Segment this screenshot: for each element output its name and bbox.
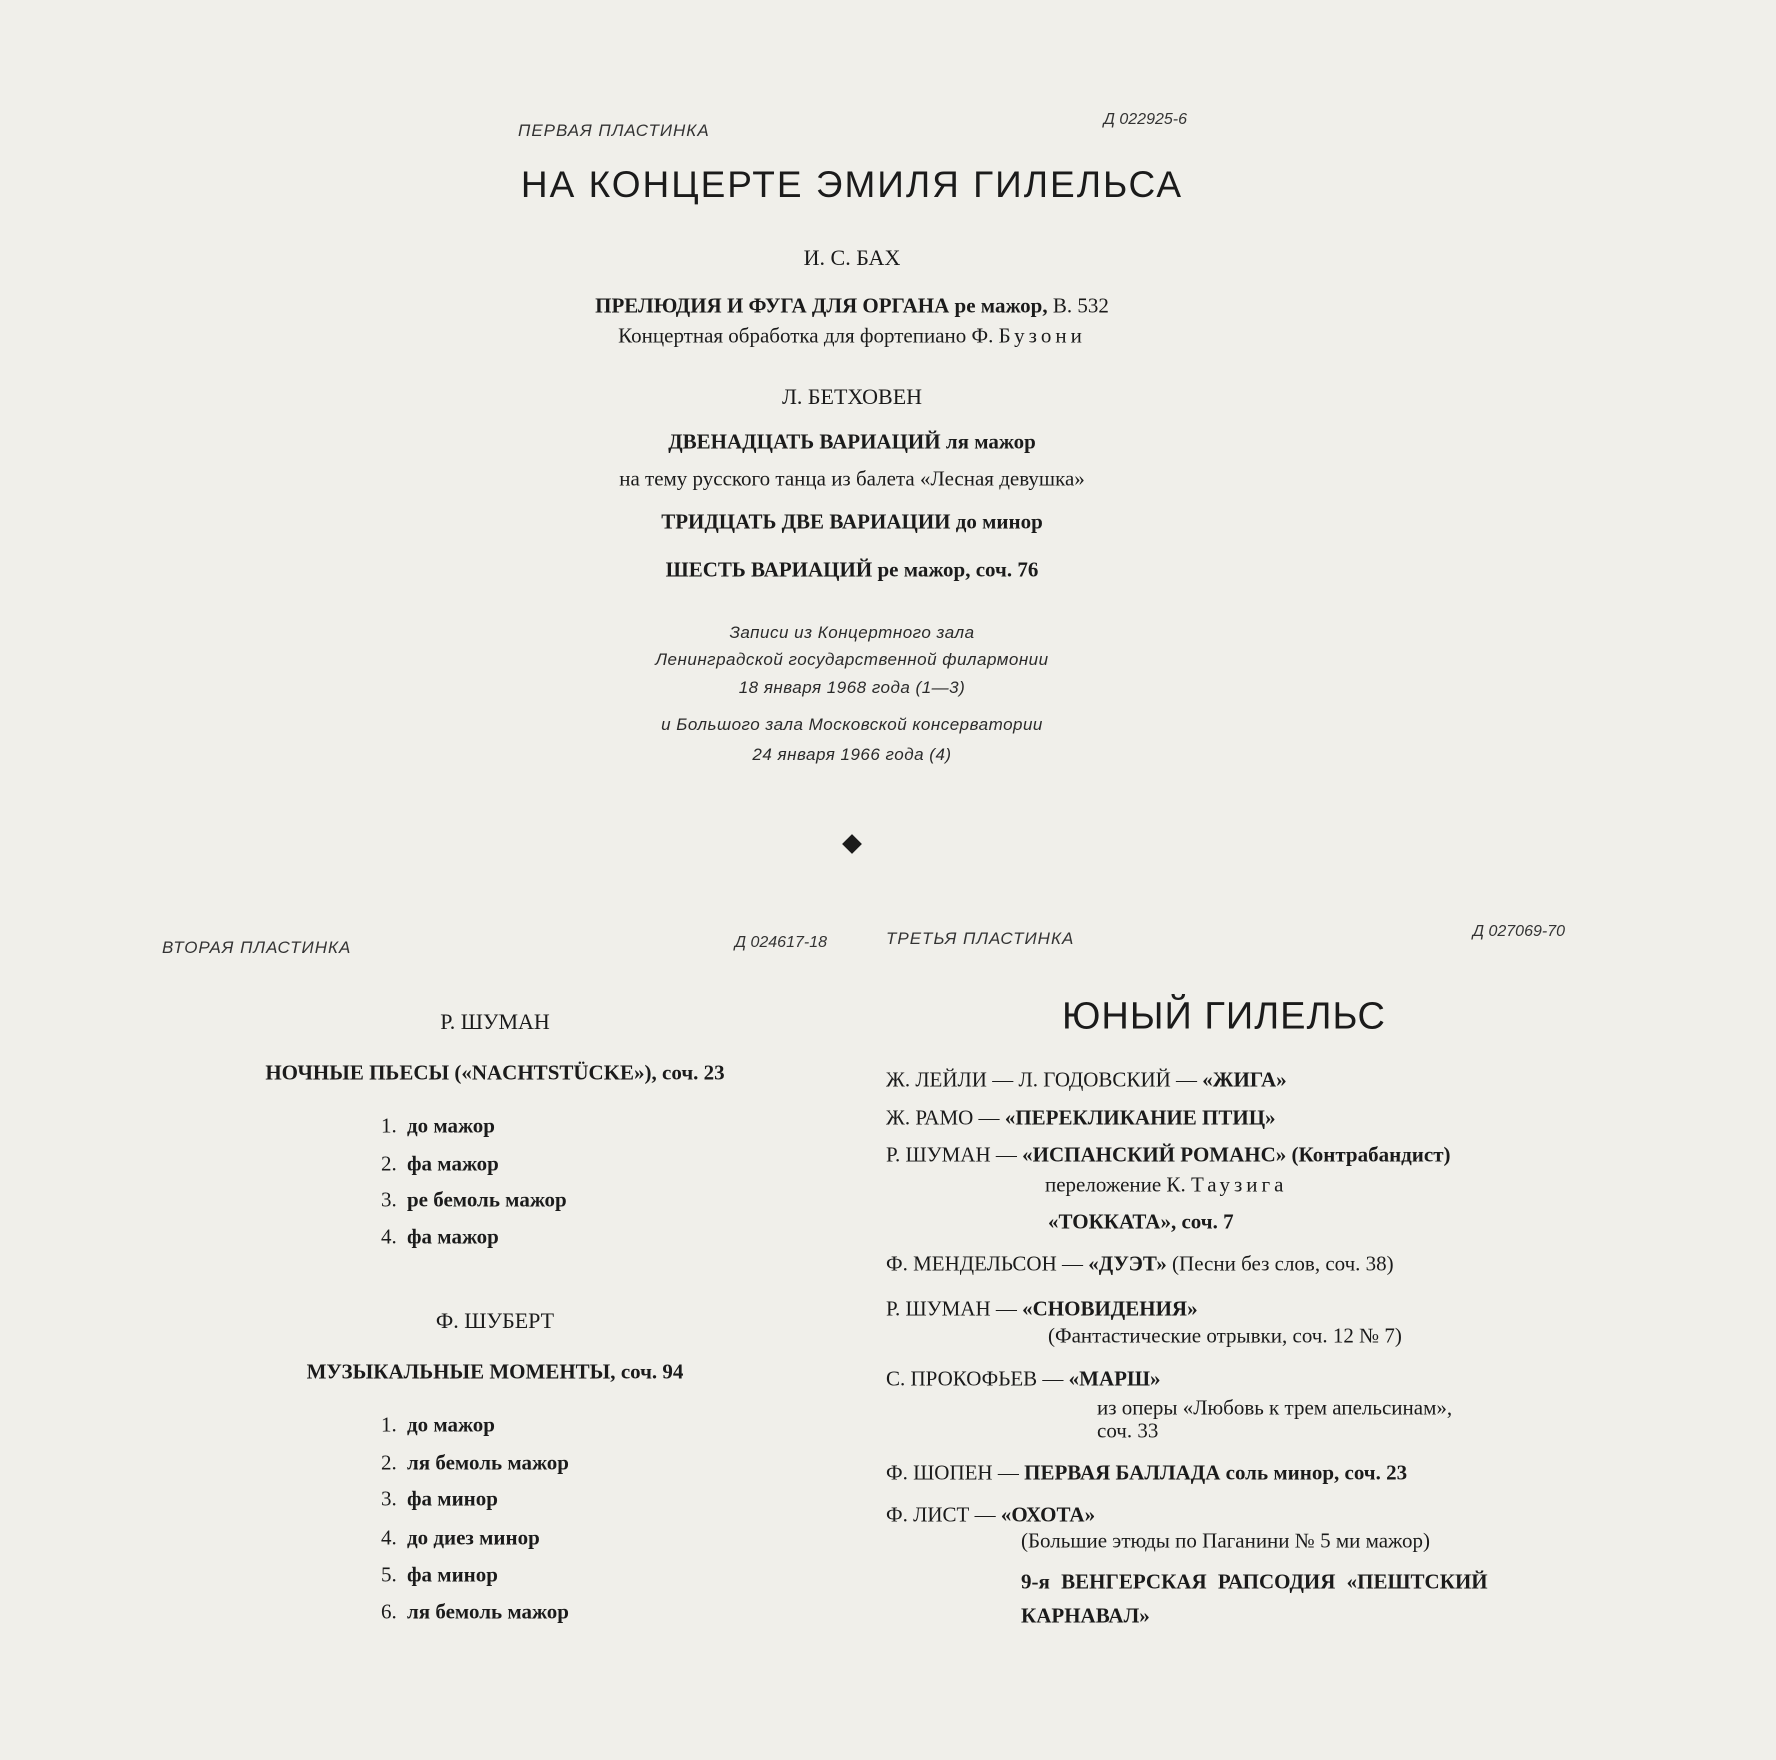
arrangement-text: Концертная обработка для фортепиано Ф. [618,323,999,348]
item-key: фа мажор [407,1224,499,1249]
list-item [381,1451,569,1476]
work-bach-arrangement [618,324,1086,349]
record3-title: ЮНЫЙ ГИЛЕЛЬС [1062,995,1386,1038]
recording-note: 18 января 1968 года (1—3) [738,678,966,697]
work-beethoven-1: ДВЕНАДЦАТЬ ВАРИАЦИЙ ля мажор [668,429,1036,454]
track-line [886,1367,1161,1392]
track-line [886,1503,1095,1528]
composer-schubert: Ф. ШУБЕРТ [435,1308,555,1333]
track-line: КАРНАВАЛ» [1021,1603,1150,1628]
work-opus: соч. 94 [615,1359,684,1384]
composer: Р. ШУМАН — [886,1142,1023,1167]
composer-bach: И. С. БАХ [803,245,901,270]
recording-note: 24 января 1966 года (4) [752,745,952,764]
track-detail: (Фантастические отрывки, соч. 12 № 7) [1048,1323,1402,1348]
composer: Ф. МЕНДЕЛЬСОН — [886,1251,1089,1276]
detail: (Песни без слов, соч. 38) [1166,1251,1394,1276]
composer-beethoven: Л. БЕТХОВЕН [781,384,923,409]
work-catalog: В. 532 [1047,293,1109,318]
composer-schumann: Р. ШУМАН [440,1009,550,1034]
item-number: 2. [381,1450,397,1475]
item-number: 2. [381,1151,397,1176]
arranger-name: Бузони [998,323,1086,348]
track-line [886,1297,1198,1322]
item-number: 5. [381,1562,397,1587]
recording-note: и Большого зала Московской консерватории [661,715,1043,734]
list-item [381,1114,495,1139]
composer: С. ПРОКОФЬЕВ — [886,1366,1069,1391]
work-subtitle: («NACHTSTÜCKE»), соч. 23 [449,1060,725,1085]
composer: Ф. ЛИСТ — [886,1502,1001,1527]
work-schumann [265,1061,724,1086]
recording-note: Ленинградской государственной филармонии [655,650,1049,669]
work: «ЖИГА» [1202,1067,1287,1092]
record3-label: ТРЕТЬЯ ПЛАСТИНКА [886,929,1075,948]
item-key: до диез минор [407,1525,540,1550]
list-item [381,1487,498,1512]
work: ПЕРВАЯ БАЛЛАДА соль минор, соч. 23 [1024,1460,1408,1485]
record3-catalog: Д 027069-70 [1472,923,1565,940]
track-detail: соч. 33 [1097,1418,1159,1443]
record1-label: ПЕРВАЯ ПЛАСТИНКА [518,121,710,140]
item-key: до мажор [407,1113,495,1138]
item-key: фа минор [407,1562,498,1587]
track-detail: из оперы «Любовь к трем апельсинам», [1097,1395,1453,1420]
track-detail: (Большие этюды по Паганини № 5 ми мажор) [1021,1528,1431,1553]
track-detail [1045,1173,1287,1198]
item-key: ля бемоль мажор [407,1599,569,1624]
item-key: ре бемоль мажор [407,1187,567,1212]
item-key: ля бемоль мажор [407,1450,569,1475]
work-schubert [307,1360,684,1385]
list-item [381,1600,569,1625]
composer: Ф. ШОПЕН — [886,1460,1025,1485]
item-number: 4. [381,1525,397,1550]
composer: Ж. РАМО — [886,1105,1005,1130]
work-bach [595,294,1109,319]
work-beethoven-2: ТРИДЦАТЬ ДВЕ ВАРИАЦИИ до минор [661,509,1043,534]
track-line: 9-я ВЕНГЕРСКАЯ РАПСОДИЯ «ПЕШТСКИЙ [1021,1569,1488,1594]
item-number: 1. [381,1113,397,1138]
work-title: НОЧНЫЕ ПЬЕСЫ [265,1060,450,1085]
list-item [381,1152,499,1177]
list-item [381,1188,567,1213]
record2-label: ВТОРАЯ ПЛАСТИНКА [162,938,352,957]
work-beethoven-1-subtitle: на тему русского танца из балета «Лесная девушка» [619,466,1085,491]
item-key: фа минор [407,1486,498,1511]
track-line: «ТОККАТА», соч. 7 [1048,1209,1234,1234]
item-number: 4. [381,1224,397,1249]
work: «ПЕРЕКЛИКАНИЕ ПТИЦ» [1004,1105,1276,1130]
work-title: ПРЕЛЮДИЯ И ФУГА ДЛЯ ОРГАНА ре мажор, [595,293,1048,318]
record1-title: НА КОНЦЕРТЕ ЭМИЛЯ ГИЛЕЛЬСА [520,164,1184,205]
item-number: 6. [381,1599,397,1624]
detail: переложение К. [1045,1172,1191,1197]
work-beethoven-3: ШЕСТЬ ВАРИАЦИЙ ре мажор, соч. 76 [665,557,1039,582]
track-line [886,1068,1287,1093]
composer: Р. ШУМАН — [886,1296,1023,1321]
list-item [381,1526,540,1551]
track-line [886,1106,1276,1131]
list-item [381,1563,498,1588]
list-item [381,1225,499,1250]
record1-catalog: Д 022925-6 [1103,111,1187,128]
work: «СНОВИДЕНИЯ» [1022,1296,1198,1321]
track-line [886,1461,1407,1486]
recording-note: Записи из Концертного зала [729,623,975,642]
item-key: до мажор [407,1412,495,1437]
work: «МАРШ» [1068,1366,1161,1391]
item-number: 1. [381,1412,397,1437]
work: «ДУЭТ» [1088,1251,1167,1276]
work: «ОХОТА» [1000,1502,1096,1527]
item-key: фа мажор [407,1151,499,1176]
item-number: 3. [381,1486,397,1511]
track-line [886,1143,1451,1168]
item-number: 3. [381,1187,397,1212]
track-line [886,1252,1394,1277]
composer: Ж. ЛЕЙЛИ — Л. ГОДОВСКИЙ — [886,1067,1203,1092]
list-item [381,1413,495,1438]
arranger-name: Таузига [1190,1172,1288,1197]
work-title: МУЗЫКАЛЬНЫЕ МОМЕНТЫ, [306,1359,616,1384]
work: «ИСПАНСКИЙ РОМАНС» (Контрабандист) [1022,1142,1451,1167]
record2-catalog: Д 024617-18 [734,934,827,951]
diamond-ornament-icon [842,834,862,854]
